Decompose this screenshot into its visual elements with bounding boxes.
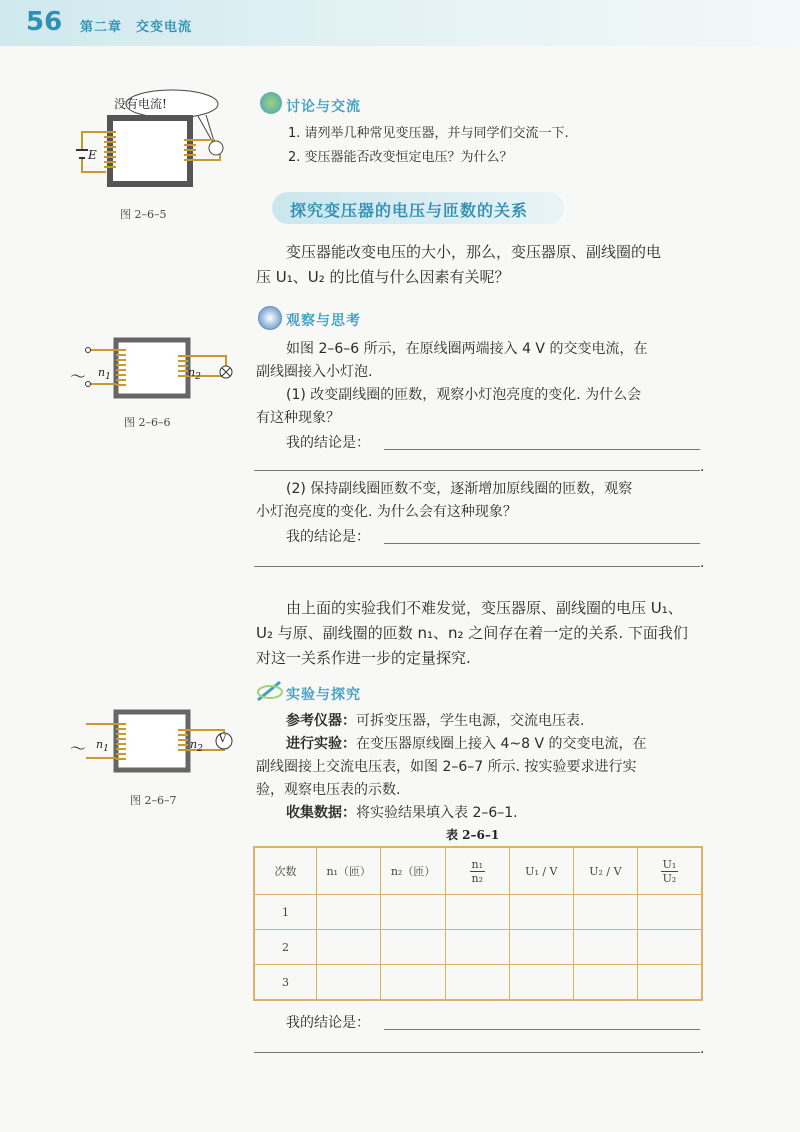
- caption-2-6-5: 图 2–6–5: [120, 208, 167, 221]
- voltmeter-label: V: [219, 734, 227, 745]
- observe-p1-line1: 如图 2–6–6 所示，在原线圈两端接入 4 V 的交变电流，在: [286, 341, 648, 357]
- observe-title: 观察与思考: [286, 313, 361, 329]
- ac-symbol: ～: [70, 367, 87, 386]
- discussion-item-1: 1. 请列举几种常见变压器，并与同学们交流一下.: [288, 126, 569, 141]
- page-number: 56: [26, 7, 63, 37]
- observe-q2-line2: 小灯泡亮度的变化. 为什么会有这种现象？: [256, 504, 517, 520]
- observe-q1-line1: (1) 改变副线圈的匝数，观察小灯泡亮度的变化. 为什么会: [286, 387, 642, 403]
- answer-line[interactable]: [384, 543, 700, 544]
- table-header-row: [254, 847, 702, 895]
- header-n2: n₂（匝）: [381, 847, 445, 895]
- observe-q2-line1: (2) 保持副线圈匝数不变，逐渐增加原线圈的匝数，观察: [286, 481, 633, 497]
- answer-line[interactable]: [384, 449, 700, 450]
- collect-line: 收集数据：将实验结果填入表 2–6–1.: [286, 805, 518, 821]
- experiment-title: 实验与探究: [286, 687, 361, 703]
- n1-label: $n_1$: [96, 738, 109, 755]
- header-n-ratio: $\frac{\text{n₁}}{\text{n₂}}$: [445, 847, 509, 895]
- answer-line[interactable]: [384, 1029, 700, 1030]
- header-u2: U₂ / V: [573, 847, 637, 895]
- n1-label: $n_1$: [98, 366, 111, 383]
- row-index: 1: [254, 895, 317, 930]
- intro-line-1: 变压器能改变电压的大小，那么，变压器原、副线圈的电: [286, 243, 662, 261]
- table-row: [254, 895, 702, 930]
- conclusion-label-1: 我的结论是：: [286, 435, 370, 451]
- discussion-icon: [260, 92, 282, 114]
- final-conclusion-label: 我的结论是：: [286, 1015, 370, 1031]
- answer-line[interactable]: [254, 1052, 700, 1053]
- procedure-line-3: 验，观察电压表的示数.: [256, 782, 401, 798]
- data-table: [253, 846, 703, 1001]
- discussion-title: 讨论与交流: [286, 99, 361, 115]
- header-n1: n₁（匝）: [317, 847, 381, 895]
- summary-line-2: U₂ 与原、副线圈的匝数 n₁、n₂ 之间存在着一定的关系. 下面我们: [256, 624, 688, 642]
- instruments-line: 参考仪器：可拆变压器，学生电源，交流电压表.: [286, 713, 585, 729]
- bubble-text: 没有电流!: [114, 97, 167, 111]
- chapter-title: 第二章 交变电流: [80, 20, 193, 35]
- header-u-ratio: $\frac{\text{U₁}}{\text{U₂}}$: [637, 847, 702, 895]
- row-index: 3: [254, 965, 317, 1001]
- battery-label: E: [88, 148, 97, 162]
- table-caption: 表 2–6–1: [446, 828, 500, 842]
- intro-line-2: 压 U₁、U₂ 的比值与什么因素有关呢？: [256, 268, 510, 286]
- summary-line-1: 由上面的实验我们不难发觉，变压器原、副线圈的电压 U₁、: [286, 599, 683, 617]
- figure-2-6-6: [66, 334, 246, 406]
- observe-q1-line2: 有这种现象？: [256, 410, 340, 426]
- conclusion-label-2: 我的结论是：: [286, 529, 370, 545]
- caption-2-6-6: 图 2–6–6: [124, 416, 171, 429]
- observe-p1-line2: 副线圈接入小灯泡.: [256, 364, 373, 380]
- observe-icon: [258, 306, 282, 330]
- procedure-line-1: 进行实验：在变压器原线圈上接入 4~8 V 的交变电流，在: [286, 736, 647, 752]
- header-u1: U₁ / V: [509, 847, 573, 895]
- header-times: 次数: [254, 847, 317, 895]
- experiment-icon: [256, 680, 284, 704]
- n2-label: $n_2$: [190, 738, 203, 755]
- section-banner-title: 探究变压器的电压与匝数的关系: [290, 201, 529, 220]
- table-row: [254, 965, 702, 1001]
- summary-line-3: 对这一关系作进一步的定量探究.: [256, 649, 471, 667]
- procedure-line-2: 副线圈接上交流电压表，如图 2–6–7 所示. 按实验要求进行实: [256, 759, 637, 775]
- bulb-icon: [209, 141, 223, 155]
- n2-label: $n_2$: [188, 366, 201, 383]
- caption-2-6-7: 图 2–6–7: [130, 794, 177, 807]
- transformer-core: [110, 118, 190, 184]
- discussion-item-2: 2. 变压器能否改变恒定电压？为什么？: [288, 150, 513, 165]
- table-row: [254, 930, 702, 965]
- row-index: 2: [254, 930, 317, 965]
- answer-line[interactable]: [254, 566, 700, 567]
- answer-line[interactable]: [254, 470, 700, 471]
- ac-symbol: ～: [70, 739, 87, 758]
